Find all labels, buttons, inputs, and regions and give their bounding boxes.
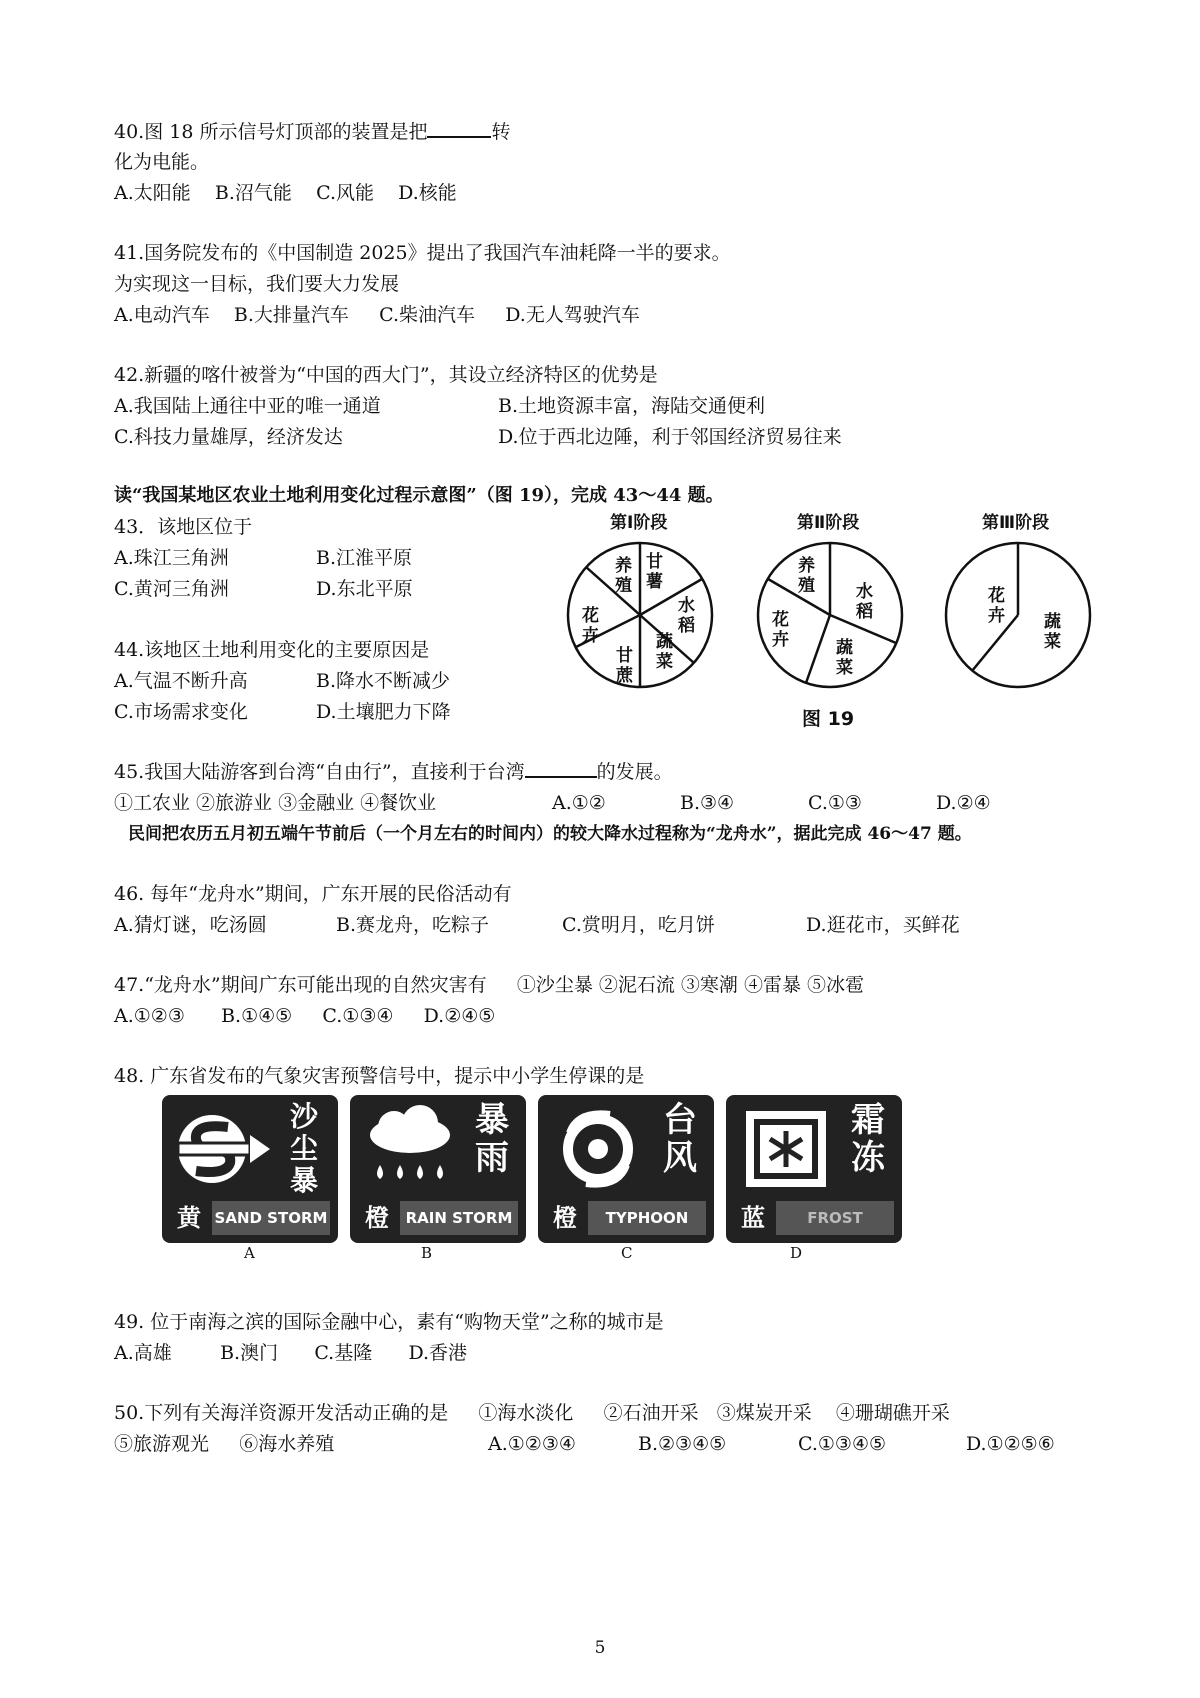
s2-label-huahui-b: 卉 [772, 630, 789, 650]
sign-b-letter: B [421, 1244, 433, 1262]
q40-blank [427, 136, 491, 138]
sign-c-zh1: 台 [663, 1100, 697, 1140]
intro-46-47: 民间把农历五月初五端午节前后（一个月左右的时间内）的较大降水过程称为“龙舟水”，据此完成 46～47 题。 [128, 824, 972, 844]
q49-stem: 49. 位于南海之滨的国际金融中心，素有“购物天堂”之称的城市是 [114, 1311, 664, 1333]
q40-stem-b: 转 [491, 121, 511, 143]
sign-a-level: 黄 [177, 1204, 201, 1232]
s2-label-huahui-a: 花 [772, 610, 789, 630]
stage2-pie [758, 543, 902, 687]
q42-stem: 42.新疆的喀什被誉为“中国的西大门”，其设立经济特区的优势是 [114, 364, 658, 386]
sign-a-zh3: 暴 [289, 1164, 318, 1197]
frost-icon [736, 1105, 836, 1193]
stage2-title: 第Ⅱ阶段 [797, 513, 860, 533]
q43-option-a: A.珠江三角洲 [114, 547, 229, 569]
q45-stem [114, 760, 673, 784]
sign-c-level: 橙 [553, 1204, 577, 1232]
q46-option-b: B.赛龙舟，吃粽子 [336, 914, 490, 936]
q40-stem-2: 化为电能。 [114, 151, 210, 173]
s1-label-huahui-b: 卉 [582, 626, 599, 646]
q46-option-d: D.逛花市，买鲜花 [806, 914, 960, 936]
sign-d-zh1: 霜 [851, 1100, 885, 1140]
q47-stem: 47.“龙舟水”期间广东可能出现的自然灾害有 ①沙尘暴 ②泥石流 ③寒潮 ④雷暴 ⑤冰雹 [114, 974, 865, 996]
s1-label-shuidao-b: 稻 [678, 616, 695, 636]
stage1-title: 第Ⅰ阶段 [610, 513, 668, 533]
q40-stem-a: 40.图 18 所示信号灯顶部的装置是把 [114, 121, 428, 143]
s3-label-shucai-a: 蔬 [1044, 612, 1061, 632]
sign-d-level: 蓝 [741, 1204, 765, 1232]
s3-label-shucai-b: 菜 [1044, 632, 1061, 652]
sign-c-text [656, 1101, 704, 1177]
sign-b-bottom [358, 1201, 518, 1235]
typhoon-icon [548, 1105, 648, 1193]
intro-43-44: 读“我国某地区农业土地利用变化过程示意图”（图 19），完成 43～44 题。 [114, 485, 724, 506]
sign-a-en: SAND STORM [212, 1201, 330, 1235]
s1-label-yangzhi-a: 养 [615, 556, 632, 576]
s3-label-huahui-a: 花 [988, 586, 1005, 606]
q44-stem: 44.该地区土地利用变化的主要原因是 [114, 639, 430, 661]
sign-a-zh1: 沙 [289, 1100, 318, 1133]
s1-label-ganshu-b: 薯 [646, 572, 663, 592]
s3-label-huahui-b: 卉 [988, 606, 1005, 626]
s1-label-shucai-b: 菜 [656, 652, 673, 672]
q45-stem-a: 45.我国大陆游客到台湾“自由行”，直接利于台湾 [114, 761, 525, 783]
sign-a-bottom [170, 1201, 330, 1235]
sign-rainstorm [350, 1095, 526, 1243]
sign-b-zh2: 雨 [475, 1138, 509, 1178]
q45-option-d: D.②④ [936, 792, 991, 814]
s2-label-shuidao-b: 稻 [856, 602, 873, 622]
s2-label-shucai-a: 蔬 [836, 638, 853, 658]
q46-option-c: C.赏明月，吃月饼 [562, 914, 715, 936]
stage3-pie [946, 543, 1090, 687]
q44-option-a: A.气温不断升高 [114, 670, 248, 692]
q43-option-b: B.江淮平原 [316, 547, 413, 569]
sign-d-zh2: 冻 [851, 1138, 885, 1178]
sign-d-bottom [734, 1201, 894, 1235]
q45-option-c: C.①③ [808, 792, 862, 814]
q42-option-a: A.我国陆上通往中亚的唯一通道 [114, 395, 381, 417]
stage1-pie [568, 543, 712, 687]
s2-label-yangzhi-b: 殖 [798, 576, 815, 596]
q43-option-c: C.黄河三角洲 [114, 578, 229, 600]
q43-stem: 43．该地区位于 [114, 516, 253, 538]
s1-label-ganshu-a: 甘 [646, 552, 663, 572]
sign-c-letter: C [621, 1244, 633, 1262]
sign-c-bottom [546, 1201, 706, 1235]
q41-stem-2: 为实现这一目标，我们要大力发展 [114, 273, 400, 295]
sign-b-level: 橙 [365, 1204, 389, 1232]
s1-label-huahui-a: 花 [582, 606, 599, 626]
sign-a-zh2: 尘 [289, 1132, 318, 1165]
q41-options: A.电动汽车 B.大排量汽车 C.柴油汽车 D.无人驾驶汽车 [114, 304, 640, 326]
sign-d-letter: D [790, 1244, 803, 1262]
q41-stem: 41.国务院发布的《中国制造 2025》提出了我国汽车油耗降一半的要求。 [114, 242, 731, 264]
q50-option-c: C.①③④⑤ [798, 1433, 887, 1455]
q40-options: A.太阳能 B.沼气能 C.风能 D.核能 [114, 182, 457, 204]
q42-option-b: B.土地资源丰富，海陆交通便利 [498, 395, 766, 417]
q46-stem: 46. 每年“龙舟水”期间，广东开展的民俗活动有 [114, 883, 512, 905]
q43-option-d: D.东北平原 [316, 578, 413, 600]
s1-label-shuidao-a: 水 [678, 596, 695, 616]
sandstorm-icon [172, 1105, 272, 1193]
sign-d-text [844, 1101, 892, 1177]
q44-option-c: C.市场需求变化 [114, 701, 248, 723]
page-number: 5 [594, 1638, 606, 1658]
s1-label-shucai-a: 蔬 [656, 632, 673, 652]
q45-stem-b: 的发展。 [596, 761, 673, 783]
figure19-caption: 图 19 [802, 708, 855, 730]
sign-typhoon [538, 1095, 714, 1243]
sign-a-text [280, 1101, 328, 1197]
q45-option-b: B.③④ [680, 792, 735, 814]
q49-options: A.高雄 B.澳门 C.基隆 D.香港 [114, 1342, 468, 1364]
s2-label-yangzhi-a: 养 [798, 556, 815, 576]
q44-option-b: B.降水不断减少 [316, 670, 451, 692]
q47-options: A.①②③ B.①④⑤ C.①③④ D.②④⑤ [114, 1005, 496, 1027]
sign-c-en: TYPHOON [588, 1201, 706, 1235]
sign-sandstorm [162, 1095, 338, 1243]
sign-a-letter: A [244, 1244, 255, 1262]
q48-stem: 48. 广东省发布的气象灾害预警信号中，提示中小学生停课的是 [114, 1065, 645, 1087]
sign-frost [726, 1095, 902, 1243]
s1-label-ganzhe-b: 蔗 [616, 666, 633, 686]
q50-items: ⑤旅游观光 ⑥海水养殖 [114, 1433, 335, 1455]
sign-b-text [468, 1101, 516, 1177]
q50-option-d: D.①②⑤⑥ [966, 1433, 1055, 1455]
q40-stem [114, 120, 511, 144]
q50-option-b: B.②③④⑤ [638, 1433, 727, 1455]
q45-items: ①工农业 ②旅游业 ③金融业 ④餐饮业 [114, 792, 437, 814]
q46-option-a: A.猜灯谜，吃汤圆 [114, 914, 267, 936]
q50-stem: 50.下列有关海洋资源开发活动正确的是 ①海水淡化 ②石油开采 ③煤炭开采 ④珊瑚礁开采 [114, 1402, 950, 1424]
q42-option-c: C.科技力量雄厚，经济发达 [114, 426, 343, 448]
s1-label-yangzhi-b: 殖 [615, 576, 632, 596]
stage3-title: 第Ⅲ阶段 [982, 513, 1050, 533]
q45-blank [525, 776, 597, 778]
sign-b-en: RAIN STORM [400, 1201, 518, 1235]
q45-option-a: A.①② [552, 792, 606, 814]
sign-c-zh2: 风 [663, 1138, 697, 1178]
sign-b-zh1: 暴 [475, 1100, 509, 1140]
s2-label-shucai-b: 菜 [836, 658, 853, 678]
figure19-pies [560, 535, 1120, 695]
s1-label-ganzhe-a: 甘 [616, 646, 633, 666]
q42-option-d: D.位于西北边陲，利于邻国经济贸易往来 [498, 426, 842, 448]
q44-option-d: D.土壤肥力下降 [316, 701, 451, 723]
sign-d-en: FROST [776, 1201, 894, 1235]
rain-cloud-icon [360, 1105, 460, 1193]
q50-option-a: A.①②③④ [488, 1433, 576, 1455]
s2-label-shuidao-a: 水 [856, 582, 873, 602]
